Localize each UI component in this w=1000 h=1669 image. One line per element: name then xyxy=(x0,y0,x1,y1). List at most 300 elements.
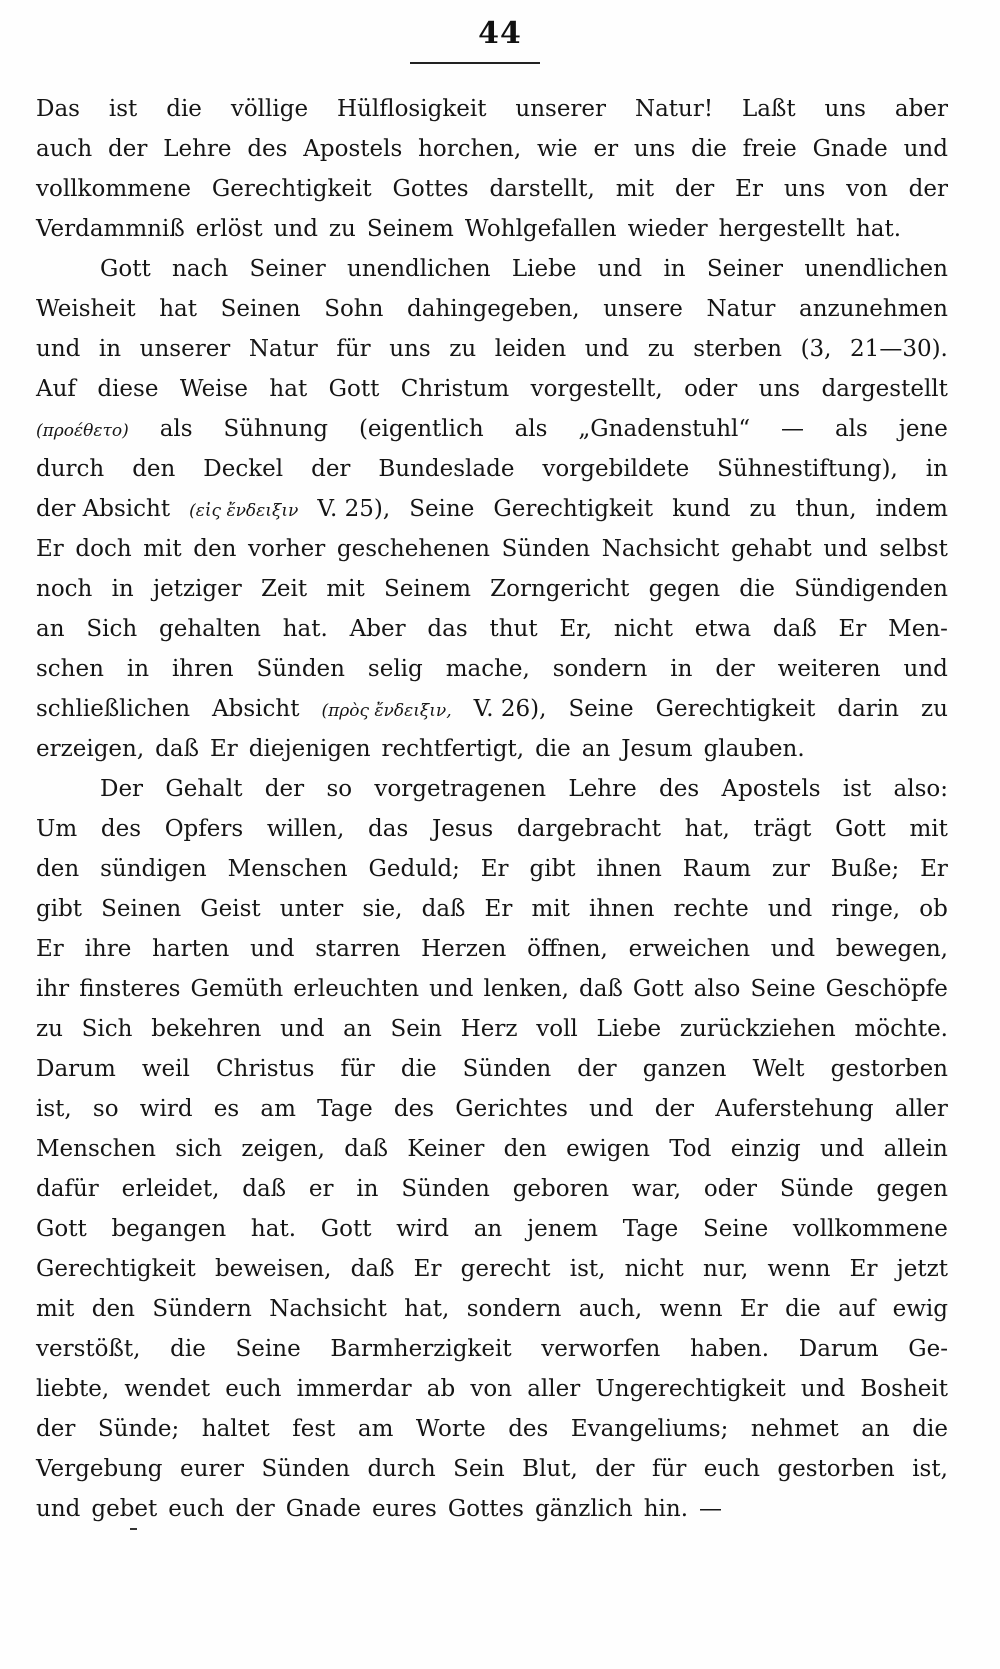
text-word: gehalten xyxy=(159,616,261,642)
text-word: Sündern xyxy=(152,1296,252,1322)
text-word: des xyxy=(659,776,700,802)
text-word: ist, xyxy=(569,1256,606,1282)
text-word: bekehren xyxy=(151,1016,262,1042)
text-word: thun, xyxy=(795,496,857,522)
text-word: gebet xyxy=(91,1496,158,1522)
text-word: immerdar xyxy=(296,1376,412,1402)
text-word: mit xyxy=(36,1296,75,1322)
text-word: geboren xyxy=(512,1176,610,1202)
text-word: als xyxy=(834,416,868,442)
text-word: horchen, xyxy=(418,136,522,162)
text-word: also xyxy=(693,976,741,1002)
text-word: Sünden xyxy=(256,656,345,682)
text-word: jene xyxy=(898,416,948,442)
text-word: ihnen xyxy=(596,856,662,882)
text-word: an xyxy=(861,1416,890,1442)
text-word: Zeit xyxy=(260,576,308,602)
text-line xyxy=(36,449,948,489)
text-word: starren xyxy=(315,936,401,962)
text-word: nehmet xyxy=(750,1416,839,1442)
text-word: des xyxy=(393,1096,435,1122)
text-word: Seine xyxy=(409,496,475,522)
text-word: erzeigen, xyxy=(36,736,145,762)
text-word: Sühnung xyxy=(223,416,329,442)
text-word: Gerechtigkeit xyxy=(655,696,816,722)
text-line xyxy=(36,889,948,929)
text-word: durch xyxy=(36,456,105,482)
text-word: ringe, xyxy=(831,896,901,922)
text-word: des xyxy=(508,1416,549,1442)
text-word: doch xyxy=(75,536,132,562)
text-line xyxy=(36,769,948,809)
text-line xyxy=(36,1249,948,1289)
text-line xyxy=(36,1209,948,1249)
text-word: und xyxy=(589,1096,634,1122)
text-word: vorgestellt, xyxy=(530,376,663,402)
text-word: ewig xyxy=(892,1296,948,1322)
text-word: weiteren xyxy=(777,656,881,682)
text-word: (πρὸς ἔνδειξιν, xyxy=(321,701,452,721)
text-word: gegen xyxy=(876,1176,948,1202)
text-word: beweisen, xyxy=(214,1256,332,1282)
text-word: Gerechtigkeit xyxy=(211,176,372,202)
text-line xyxy=(36,929,948,969)
text-word: — xyxy=(781,416,805,442)
text-word: sondern xyxy=(466,1296,562,1322)
text-word: verstößt, xyxy=(36,1336,141,1362)
text-word: Vergebung xyxy=(36,1456,163,1482)
text-word: ganzen xyxy=(642,1056,727,1082)
text-word: auch xyxy=(36,136,93,162)
text-word: Christus xyxy=(215,1056,315,1082)
text-word: rechte xyxy=(673,896,749,922)
text-word: Ge- xyxy=(908,1336,948,1362)
text-word: auch, xyxy=(578,1296,643,1322)
text-word: nicht xyxy=(624,1256,684,1282)
text-word: ist, xyxy=(912,1456,948,1482)
text-word: jetziger xyxy=(152,576,242,602)
text-word: die xyxy=(400,1056,437,1082)
text-word: wenn xyxy=(659,1296,723,1322)
text-word: glauben. xyxy=(703,736,805,762)
text-word: daß xyxy=(579,976,623,1002)
text-word: Geschöpfe xyxy=(825,976,948,1002)
text-word: ab xyxy=(426,1376,456,1402)
text-word: diese xyxy=(97,376,159,402)
text-word: ihnen xyxy=(589,896,655,922)
text-word: Geduld; xyxy=(368,856,460,882)
text-line xyxy=(36,289,948,329)
text-word: des xyxy=(100,816,142,842)
text-word: und xyxy=(36,1496,81,1522)
text-word: Raum xyxy=(682,856,751,882)
text-word: den xyxy=(91,1296,135,1322)
text-word: nach xyxy=(172,256,229,282)
text-word: wird xyxy=(396,1216,449,1242)
text-word: 21—30). xyxy=(850,336,948,362)
text-word: Liebe xyxy=(596,1016,662,1042)
text-word: war, xyxy=(631,1176,682,1202)
text-word: und xyxy=(584,336,630,362)
text-word: für xyxy=(652,1456,687,1482)
text-word: Gott xyxy=(320,1216,372,1242)
text-word: sondern xyxy=(552,656,648,682)
text-word: wird xyxy=(139,1096,193,1122)
text-line xyxy=(36,849,948,889)
text-word: Verdammniß xyxy=(36,216,185,242)
text-word: Er xyxy=(739,1296,768,1322)
text-word: uns xyxy=(824,96,866,122)
text-word: „Gnadenstuhl“ xyxy=(578,416,751,442)
text-word: schen xyxy=(36,656,104,682)
text-line xyxy=(36,1009,948,1049)
text-word: Hülflosigkeit xyxy=(337,96,487,122)
text-line xyxy=(36,489,948,529)
text-word: Christum xyxy=(400,376,510,402)
text-word: hat xyxy=(269,376,308,402)
text-word: Seinen xyxy=(220,296,301,322)
text-word: mit xyxy=(615,176,655,202)
text-word: Gerechtigkeit xyxy=(493,496,654,522)
text-word: hat. xyxy=(282,616,328,642)
text-word: und xyxy=(903,136,948,162)
text-word: die xyxy=(691,136,727,162)
text-word: der xyxy=(595,1456,635,1482)
text-word: Gehalt xyxy=(165,776,243,802)
page-header xyxy=(0,16,1000,51)
text-word: V. 26), xyxy=(473,696,547,722)
text-word: Laßt xyxy=(742,96,796,122)
text-word: Apostels xyxy=(721,776,821,802)
text-word: zu xyxy=(749,496,777,522)
text-word: Das xyxy=(36,96,80,122)
text-word: allein xyxy=(883,1136,948,1162)
text-word: gibt xyxy=(529,856,576,882)
text-word: geschehenen xyxy=(336,536,490,562)
text-word: zu xyxy=(328,216,356,242)
text-word: ist xyxy=(842,776,872,802)
text-word: Sündigenden xyxy=(794,576,948,602)
text-word: Herz xyxy=(460,1016,518,1042)
text-word: daß xyxy=(155,736,199,762)
text-word: Opfers xyxy=(164,816,244,842)
text-word: gehabt xyxy=(730,536,812,562)
text-line xyxy=(36,1369,948,1409)
text-word: Seinem xyxy=(383,576,471,602)
text-word: an xyxy=(581,736,611,762)
text-word: zeigen, xyxy=(241,1136,325,1162)
text-word: erweichen xyxy=(628,936,751,962)
text-word: Er xyxy=(838,616,867,642)
text-word: es xyxy=(213,1096,240,1122)
text-word: Gerechtigkeit xyxy=(36,1256,196,1282)
text-word: vollkommene xyxy=(36,176,191,202)
text-word: harten xyxy=(152,936,230,962)
text-word: unserer xyxy=(139,336,231,362)
text-word: wie xyxy=(537,136,578,162)
text-word: in xyxy=(356,1176,379,1202)
text-word: Er xyxy=(735,176,763,202)
text-word: eurer xyxy=(179,1456,244,1482)
text-word: also: xyxy=(893,776,948,802)
text-word: zu xyxy=(647,336,675,362)
text-word: Seinem xyxy=(366,216,454,242)
text-word: dafür xyxy=(36,1176,99,1202)
text-word: jenem xyxy=(526,1216,598,1242)
text-word: Er xyxy=(36,936,64,962)
body-text xyxy=(36,89,948,1529)
text-word: auf xyxy=(838,1296,876,1322)
text-word: durch xyxy=(367,1456,436,1482)
text-word: Jesum xyxy=(621,736,693,762)
text-word: von xyxy=(846,176,888,202)
text-word: Weisheit xyxy=(36,296,136,322)
text-word: des xyxy=(247,136,288,162)
text-line xyxy=(36,969,948,1009)
text-word: oder xyxy=(703,1176,758,1202)
text-word: das xyxy=(368,816,409,842)
text-word: hergestellt xyxy=(718,216,845,242)
text-word: Men- xyxy=(888,616,948,642)
text-word: die xyxy=(739,576,775,602)
text-word: (εἰς ἔνδειξιν xyxy=(189,501,299,521)
text-word: Gott xyxy=(632,976,684,1002)
text-word: ist, xyxy=(36,1096,72,1122)
text-word: voll xyxy=(536,1016,578,1042)
text-word: und xyxy=(903,656,948,682)
text-word: hat, xyxy=(684,816,730,842)
text-word: gestorben xyxy=(830,1056,948,1082)
text-word: und xyxy=(819,1136,865,1162)
text-word: rechtfertigt, xyxy=(381,736,525,762)
text-word: die xyxy=(912,1416,948,1442)
text-word: unendlichen xyxy=(804,256,948,282)
text-word: einzig xyxy=(730,1136,801,1162)
text-line xyxy=(36,729,948,769)
text-word: Natur! xyxy=(634,96,714,122)
text-word: gestorben xyxy=(777,1456,895,1482)
text-word: willen, xyxy=(266,816,345,842)
text-word: aber xyxy=(894,96,948,122)
text-word: etwa xyxy=(694,616,752,642)
text-word: am xyxy=(357,1416,394,1442)
text-word: erleidet, xyxy=(121,1176,220,1202)
text-word: Er xyxy=(209,736,238,762)
text-word: der xyxy=(311,456,351,482)
text-word: Sünde xyxy=(779,1176,854,1202)
text-word: Darum xyxy=(798,1336,879,1362)
text-word: Evangeliums; xyxy=(570,1416,729,1442)
print-mark xyxy=(130,1528,137,1530)
text-word: erleuchten xyxy=(293,976,420,1002)
text-word: diejenigen xyxy=(248,736,371,762)
text-word: Geist xyxy=(200,896,261,922)
text-word: und xyxy=(273,216,318,242)
text-word: Darum xyxy=(36,1056,116,1082)
text-word: oder xyxy=(684,376,738,402)
text-word: Er xyxy=(849,1256,878,1282)
text-word: uns xyxy=(783,176,826,202)
text-word: den xyxy=(36,856,80,882)
text-line xyxy=(36,1449,948,1489)
text-word: vorgebildete xyxy=(542,456,690,482)
text-word: finsteres xyxy=(79,976,181,1002)
text-word: der xyxy=(108,136,148,162)
text-word: am xyxy=(260,1096,296,1122)
text-word: selbst xyxy=(879,536,948,562)
text-word: (eigentlich xyxy=(358,416,484,442)
text-word: er xyxy=(593,136,619,162)
text-word: Buße; xyxy=(830,856,900,882)
text-word: als xyxy=(159,416,193,442)
text-word: Er xyxy=(413,1256,442,1282)
text-word: und xyxy=(36,336,81,362)
text-word: Der xyxy=(100,776,144,802)
text-word: Sünden xyxy=(501,536,591,562)
text-word: dahingegeben, xyxy=(407,296,580,322)
text-line xyxy=(36,609,948,649)
text-word: Auf xyxy=(36,376,76,402)
text-word: Bosheit xyxy=(860,1376,948,1402)
text-word: Liebe xyxy=(511,256,577,282)
text-word: mit xyxy=(531,896,570,922)
text-word: Seine xyxy=(235,1336,301,1362)
text-word: den xyxy=(503,1136,547,1162)
text-word: leiden xyxy=(494,336,567,362)
text-word: nur, xyxy=(702,1256,749,1282)
text-word: als xyxy=(514,416,548,442)
text-word: Welt xyxy=(752,1056,805,1082)
text-word: Sühnestiftung), xyxy=(717,456,898,482)
text-word: erlöst xyxy=(195,216,263,242)
text-line xyxy=(36,329,948,369)
text-word: vorher xyxy=(248,536,326,562)
text-word: schließlichen xyxy=(36,696,191,722)
text-word: Keiner xyxy=(407,1136,485,1162)
header-rule xyxy=(410,62,540,64)
text-word: das xyxy=(427,616,468,642)
text-word: Natur xyxy=(706,296,776,322)
text-word: zu xyxy=(449,336,477,362)
text-word: Lehre xyxy=(163,136,232,162)
text-word: in xyxy=(925,456,948,482)
text-word: und xyxy=(770,936,816,962)
text-word: mache, xyxy=(445,656,530,682)
text-word: anzunehmen xyxy=(799,296,948,322)
text-line xyxy=(36,129,948,169)
text-line xyxy=(36,409,948,449)
text-word: an xyxy=(343,1016,372,1042)
text-word: Gott xyxy=(100,256,151,282)
text-line xyxy=(36,249,948,289)
text-word: Gott xyxy=(36,1216,87,1242)
text-line xyxy=(36,1049,948,1089)
text-word: gerecht xyxy=(460,1256,551,1282)
text-word: für xyxy=(340,1056,375,1082)
text-word: der xyxy=(674,176,715,202)
text-word: möchte. xyxy=(854,1016,948,1042)
text-word: so xyxy=(326,776,353,802)
text-word: euch xyxy=(168,1496,225,1522)
text-word: mit xyxy=(326,576,365,602)
text-word: jetzt xyxy=(896,1256,948,1282)
text-word: hat. xyxy=(250,1216,297,1242)
text-word: Aber xyxy=(349,616,406,642)
text-word: der Absicht xyxy=(36,496,171,522)
text-word: in xyxy=(670,656,693,682)
text-word: sterben xyxy=(693,336,782,362)
text-word: Er xyxy=(36,536,64,562)
text-word: Tage xyxy=(317,1096,373,1122)
text-word: den xyxy=(132,456,176,482)
text-word: Tod xyxy=(669,1136,712,1162)
text-word: uns xyxy=(633,136,676,162)
text-word: selig xyxy=(367,656,423,682)
text-word: für xyxy=(336,336,371,362)
text-line xyxy=(36,1129,948,1169)
text-word: Sich xyxy=(86,616,138,642)
text-word: Seine xyxy=(703,1216,769,1242)
text-word: völlige xyxy=(230,96,309,122)
text-word: gibt xyxy=(36,896,83,922)
text-word: aller xyxy=(894,1096,948,1122)
text-word: uns xyxy=(758,376,801,402)
text-word: Tage xyxy=(622,1216,679,1242)
text-word: Ungerechtigkeit xyxy=(595,1376,786,1402)
text-word: daß xyxy=(350,1256,395,1282)
text-word: aller xyxy=(527,1376,581,1402)
text-word: trägt xyxy=(753,816,812,842)
text-word: die xyxy=(535,736,571,762)
text-word: ihre xyxy=(84,936,132,962)
text-word: darstellt, xyxy=(489,176,595,202)
text-word: Gerichtes xyxy=(455,1096,568,1122)
text-word: zu xyxy=(920,696,948,722)
text-word: daß xyxy=(772,616,817,642)
text-word: dargebracht xyxy=(516,816,662,842)
text-word: hat xyxy=(159,296,197,322)
page-number: 44 xyxy=(478,16,522,51)
text-word: verworfen xyxy=(541,1336,661,1362)
text-word: unserer xyxy=(515,96,607,122)
text-word: der xyxy=(577,1056,617,1082)
text-word: Sein xyxy=(390,1016,442,1042)
text-word: zur xyxy=(771,856,810,882)
text-word: begangen xyxy=(111,1216,227,1242)
text-line xyxy=(36,1289,948,1329)
text-word: der xyxy=(235,1496,275,1522)
text-word: Gnade xyxy=(812,136,888,162)
text-word: an xyxy=(473,1216,503,1242)
text-word: euch xyxy=(225,1376,282,1402)
text-word: kund xyxy=(672,496,731,522)
text-word: Nachsicht xyxy=(601,536,720,562)
text-word: Herzen xyxy=(421,936,507,962)
text-line xyxy=(36,529,948,569)
text-word: wieder xyxy=(627,216,708,242)
text-word: unter xyxy=(279,896,344,922)
text-word: vorgetragenen xyxy=(374,776,547,802)
text-word: den xyxy=(193,536,237,562)
text-word: Seine xyxy=(750,976,816,1002)
text-word: Er, xyxy=(559,616,593,642)
text-word: die xyxy=(170,1336,206,1362)
text-word: der xyxy=(654,1096,695,1122)
text-word: Seinen xyxy=(101,896,182,922)
text-word: der xyxy=(908,176,948,202)
text-word: gegen xyxy=(648,576,721,602)
text-word: hin. xyxy=(643,1496,689,1522)
